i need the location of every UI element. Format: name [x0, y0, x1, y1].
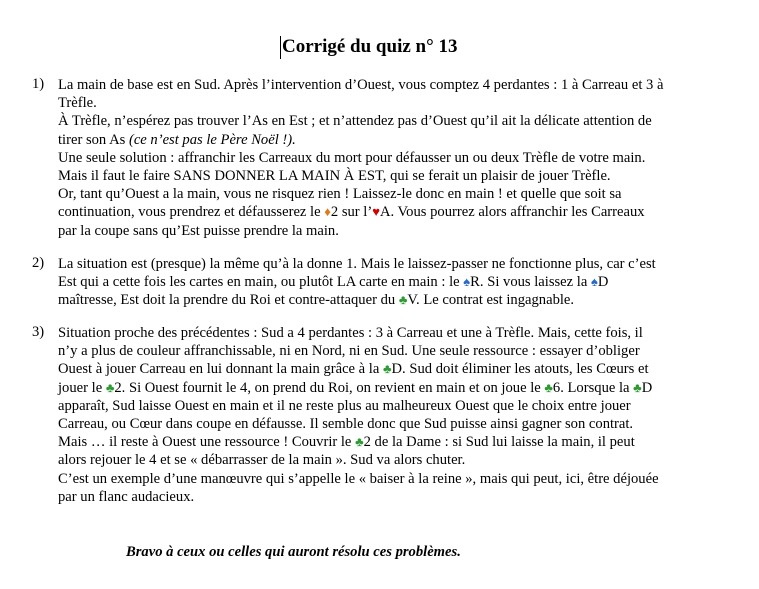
text-line	[58, 488, 194, 506]
text-line	[58, 94, 97, 112]
text-run: apparaît, Sud laisse Ouest en main et il ne reste plus au malheureux Ouest que le choix entre jouer	[58, 397, 631, 414]
text-run: tirer son As	[58, 131, 129, 148]
text-run: par un flanc audacieux.	[58, 488, 195, 505]
text-run: La situation est (presque) la même qu’à la donne 1. Mais le laissez-passer ne fonctionne plus, car c’est	[58, 256, 656, 272]
club-suit-icon: ♣	[544, 379, 553, 395]
text-run: Trèfle.	[58, 95, 97, 112]
text-line	[58, 415, 633, 433]
text-run: À Trèfle, n’espérez pas trouver l’As en Est ; et n’attendez pas d’Ouest qu’il ait la délicate attention de	[58, 113, 652, 130]
text-line	[58, 76, 663, 94]
text-line	[58, 255, 656, 273]
text-run: par la coupe sans qu’Est puisse prendre la main.	[58, 222, 339, 239]
text-run: 2 de la Dame : si Sud lui laisse la main, il peut	[363, 434, 635, 451]
text-run: Une seule solution : affranchir les Carreaux du mort pour défausser un ou deux Trèfle de votre main.	[58, 149, 646, 166]
text-run: 2. Si Ouest fournit le 4, on prend du Roi, on revient en main et on joue le	[114, 379, 545, 396]
text-run: maîtresse, Est doit la prendre du Roi et contre-attaquer du	[58, 292, 399, 309]
text-run: 6. Lorsque la	[552, 379, 634, 396]
item-number: 1)	[32, 76, 45, 92]
page-title: Corrigé du quiz n° 13	[282, 36, 458, 57]
text-line	[58, 167, 611, 185]
club-suit-icon: ♣	[105, 379, 115, 395]
text-run: R. Si vous laissez la	[470, 274, 591, 291]
text-line	[58, 324, 643, 342]
text-run: 2 sur l’	[330, 204, 373, 221]
text-run: Mais … il reste à Ouest une ressource ! Couvrir le	[58, 434, 356, 451]
text-cursor	[280, 36, 281, 59]
text-run: Or, tant qu’Ouest a la main, vous ne risquez rien ! Laissez-le donc en main ! et quelle que soit sa	[58, 186, 622, 203]
item-number: 2)	[32, 255, 45, 271]
text-line	[58, 149, 645, 167]
text-run: Mais il faut le faire SANS DONNER LA MAIN À EST, qui se ferait un plaisir de jouer Trèfle.	[58, 168, 611, 184]
text-line	[58, 185, 622, 203]
spade-suit-icon: ♠	[590, 274, 598, 290]
text-line	[58, 222, 339, 240]
text-line	[58, 433, 635, 451]
text-run: Carreau, ou Cœur dans coupe en défausse. Il semble donc que Sud puisse ainsi gagner son contrat.	[58, 416, 634, 432]
text-run: alors rejouer le 4 et se « débarrasser de la main ». Sud va alors chuter.	[58, 452, 466, 469]
text-run: jouer le	[58, 379, 106, 396]
text-run: V. Le contrat est ingagnable.	[407, 292, 575, 309]
club-suit-icon: ♣	[633, 379, 642, 395]
text-run: Situation proche des précédentes : Sud a 4 perdantes : 3 à Carreau et une à Trèfle. Mais, cette fois, il	[58, 325, 643, 341]
item-number: 3)	[32, 324, 45, 340]
club-suit-icon: ♣	[398, 292, 408, 308]
diamond-suit-icon: ♦	[324, 204, 331, 220]
text-run: continuation, vous prendrez et défausserez le	[58, 204, 325, 221]
text-line	[58, 360, 649, 378]
text-run: A. Vous pourrez alors affranchir les Carreaux	[379, 204, 645, 221]
text-line	[58, 112, 652, 130]
text-run: Ouest à jouer Carreau en lui donnant la main grâce à la	[58, 361, 383, 378]
text-run: C’est un exemple d’une manœuvre qui s’appelle le « baiser à la reine », mais qui peut, ici, être déjouée	[58, 470, 659, 487]
text-line	[58, 342, 640, 360]
text-line	[58, 451, 465, 469]
text-run: La main de base est en Sud. Après l’intervention d’Ouest, vous comptez 4 perdantes : 1 à Carreau et 3 à	[58, 77, 664, 93]
text-line	[58, 291, 574, 309]
text-line	[58, 397, 631, 415]
text-line	[58, 203, 645, 221]
text-run: D. Sud doit éliminer les atouts, les Cœurs et	[391, 361, 649, 378]
text-line	[58, 470, 659, 488]
text-run: D	[597, 274, 609, 291]
text-run: n’y a plus de couleur affranchissable, ni en Nord, ni en Sud. Une seule ressource : essayer d’obliger	[58, 343, 640, 360]
text-run: D	[641, 379, 653, 396]
heart-suit-icon: ♥	[372, 204, 380, 220]
text-run: Est qui a cette fois les cartes en main, ou plutôt LA carte en main : le	[58, 274, 464, 291]
spade-suit-icon: ♠	[463, 274, 471, 290]
club-suit-icon: ♣	[355, 434, 364, 450]
club-suit-icon: ♣	[382, 361, 392, 377]
text-line	[58, 273, 608, 291]
text-line	[58, 379, 652, 397]
italic-text: (ce n’est pas le Père Noël !).	[128, 131, 296, 148]
text-line	[58, 131, 296, 149]
closing-remark: Bravo à ceux ou celles qui auront résolu ces problèmes.	[126, 544, 461, 560]
